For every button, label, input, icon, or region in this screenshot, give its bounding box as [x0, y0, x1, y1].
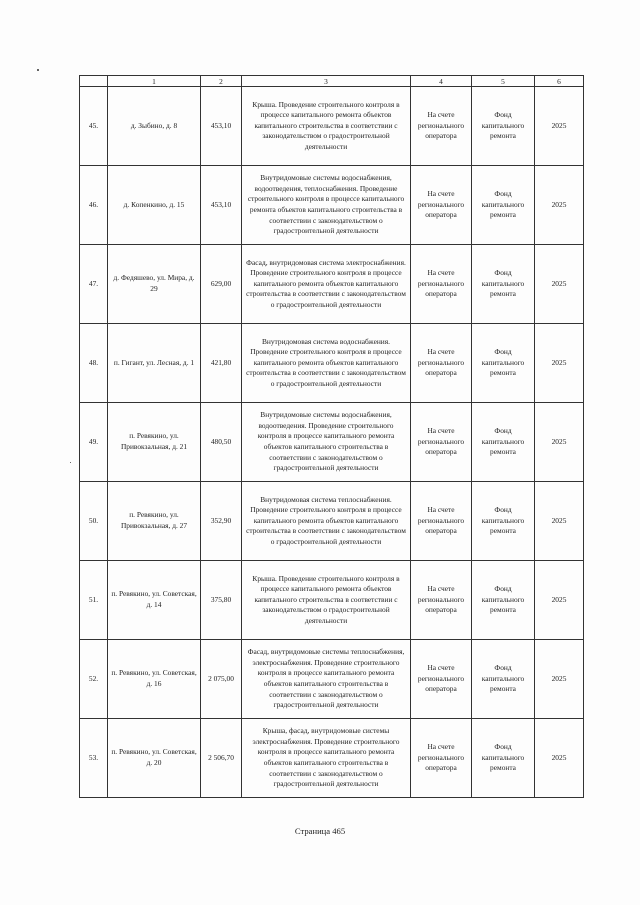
works-description-cell: Фасад, внутридомовые системы теплоснабжения, электроснабжения. Проведение строительного контроля в процессе капитального ремонта объектов капитального строительства в соответствии с законодательством о градостроительной деятельности — [242, 640, 411, 719]
year-cell: 2025 — [535, 482, 584, 561]
row-number-cell: 50. — [80, 482, 108, 561]
works-description-cell: Внутридомовая система водоснабжения. Проведение строительного контроля в процессе капитального ремонта объектов капитального строительства в соответствии с законодательством о градостроительной деятельности — [242, 324, 411, 403]
address-cell: п. Ревякино, ул. Привокзальная, д. 21 — [108, 403, 201, 482]
year-cell: 2025 — [535, 324, 584, 403]
account-cell: На счете регионального оператора — [411, 87, 472, 166]
table-row — [80, 324, 584, 403]
address-cell: п. Ревякино, ул. Советская, д. 20 — [108, 719, 201, 798]
address-cell: п. Ревякино, ул. Советская, д. 16 — [108, 640, 201, 719]
row-number-cell: 46. — [80, 166, 108, 245]
table-row — [80, 561, 584, 640]
header-col-1: 1 — [108, 76, 201, 87]
address-cell: д. Федяшево, ул. Мира, д. 29 — [108, 245, 201, 324]
column-number-header-row — [80, 76, 584, 87]
row-number-cell: 47. — [80, 245, 108, 324]
area-cell: 480,50 — [201, 403, 242, 482]
works-description-cell: Фасад, внутридомовая система электроснабжения. Проведение строительного контроля в процессе капитального ремонта объектов капитального строительства в соответствии с законодательством о градостроительной деятельности — [242, 245, 411, 324]
funding-source-cell: Фонд капитального ремонта — [472, 561, 535, 640]
header-col-3: 3 — [242, 76, 411, 87]
works-description-cell: Крыша. Проведение строительного контроля в процессе капитального ремонта объектов капитального строительства в соответствии с законодательством о градостроительной деятельности — [242, 561, 411, 640]
table-row — [80, 403, 584, 482]
area-cell: 453,10 — [201, 87, 242, 166]
works-description-cell: Внутридомовая система теплоснабжения. Проведение строительного контроля в процессе капитального ремонта объектов капитального строительства в соответствии с законодательством о градостроительной деятельности — [242, 482, 411, 561]
account-cell: На счете регионального оператора — [411, 324, 472, 403]
year-cell: 2025 — [535, 719, 584, 798]
account-cell: На счете регионального оператора — [411, 166, 472, 245]
funding-source-cell: Фонд капитального ремонта — [472, 324, 535, 403]
scan-speck — [37, 69, 39, 71]
area-cell: 375,80 — [201, 561, 242, 640]
account-cell: На счете регионального оператора — [411, 719, 472, 798]
row-number-cell: 49. — [80, 403, 108, 482]
address-cell: п. Ревякино, ул. Привокзальная, д. 27 — [108, 482, 201, 561]
row-number-cell: 45. — [80, 87, 108, 166]
header-col-5: 5 — [472, 76, 535, 87]
year-cell: 2025 — [535, 87, 584, 166]
header-blank-cell — [80, 76, 108, 87]
year-cell: 2025 — [535, 403, 584, 482]
header-col-2: 2 — [201, 76, 242, 87]
table-row — [80, 640, 584, 719]
works-description-cell: Крыша. Проведение строительного контроля в процессе капитального ремонта объектов капитального строительства в соответствии с законодательством о градостроительной деятельности — [242, 87, 411, 166]
scan-speck — [70, 462, 71, 463]
year-cell: 2025 — [535, 561, 584, 640]
account-cell: На счете регионального оператора — [411, 403, 472, 482]
area-cell: 2 075,00 — [201, 640, 242, 719]
year-cell: 2025 — [535, 166, 584, 245]
address-cell: д. Копенкино, д. 15 — [108, 166, 201, 245]
funding-source-cell: Фонд капитального ремонта — [472, 87, 535, 166]
account-cell: На счете регионального оператора — [411, 482, 472, 561]
table-row — [80, 166, 584, 245]
funding-source-cell: Фонд капитального ремонта — [472, 403, 535, 482]
table-row — [80, 87, 584, 166]
works-description-cell: Крыша, фасад, внутридомовые системы электроснабжения. Проведение строительного контроля в процессе капитального ремонта объектов капитального строительства в соответствии с законодательством о градостроительной деятельности — [242, 719, 411, 798]
funding-source-cell: Фонд капитального ремонта — [472, 719, 535, 798]
row-number-cell: 53. — [80, 719, 108, 798]
address-cell: п. Ревякино, ул. Советская, д. 14 — [108, 561, 201, 640]
year-cell: 2025 — [535, 245, 584, 324]
area-cell: 453,10 — [201, 166, 242, 245]
register-table — [79, 75, 584, 798]
funding-source-cell: Фонд капитального ремонта — [472, 245, 535, 324]
row-number-cell: 48. — [80, 324, 108, 403]
header-col-4: 4 — [411, 76, 472, 87]
row-number-cell: 52. — [80, 640, 108, 719]
funding-source-cell: Фонд капитального ремонта — [472, 482, 535, 561]
area-cell: 2 506,70 — [201, 719, 242, 798]
funding-source-cell: Фонд капитального ремонта — [472, 166, 535, 245]
area-cell: 352,90 — [201, 482, 242, 561]
area-cell: 421,80 — [201, 324, 242, 403]
account-cell: На счете регионального оператора — [411, 561, 472, 640]
table-row — [80, 245, 584, 324]
account-cell: На счете регионального оператора — [411, 640, 472, 719]
works-description-cell: Внутридомовые системы водоснабжения, водоотведения. Проведение строительного контроля в процессе капитального ремонта объектов капитального строительства в соответствии с законодательством о градостроительной деятельности — [242, 403, 411, 482]
area-cell: 629,00 — [201, 245, 242, 324]
account-cell: На счете регионального оператора — [411, 245, 472, 324]
row-number-cell: 51. — [80, 561, 108, 640]
table-row — [80, 482, 584, 561]
address-cell: д. Зыбино, д. 8 — [108, 87, 201, 166]
works-description-cell: Внутридомовые системы водоснабжения, водоотведения, теплоснабжения. Проведение строительного контроля в процессе капитального ремонта объектов капитального строительства в соответствии с законодательством о градостроительной деятельности — [242, 166, 411, 245]
year-cell: 2025 — [535, 640, 584, 719]
table-row — [80, 719, 584, 798]
address-cell: п. Гигант, ул. Лесная, д. 1 — [108, 324, 201, 403]
header-col-6: 6 — [535, 76, 584, 87]
page-number: Страница 465 — [294, 826, 346, 836]
funding-source-cell: Фонд капитального ремонта — [472, 640, 535, 719]
